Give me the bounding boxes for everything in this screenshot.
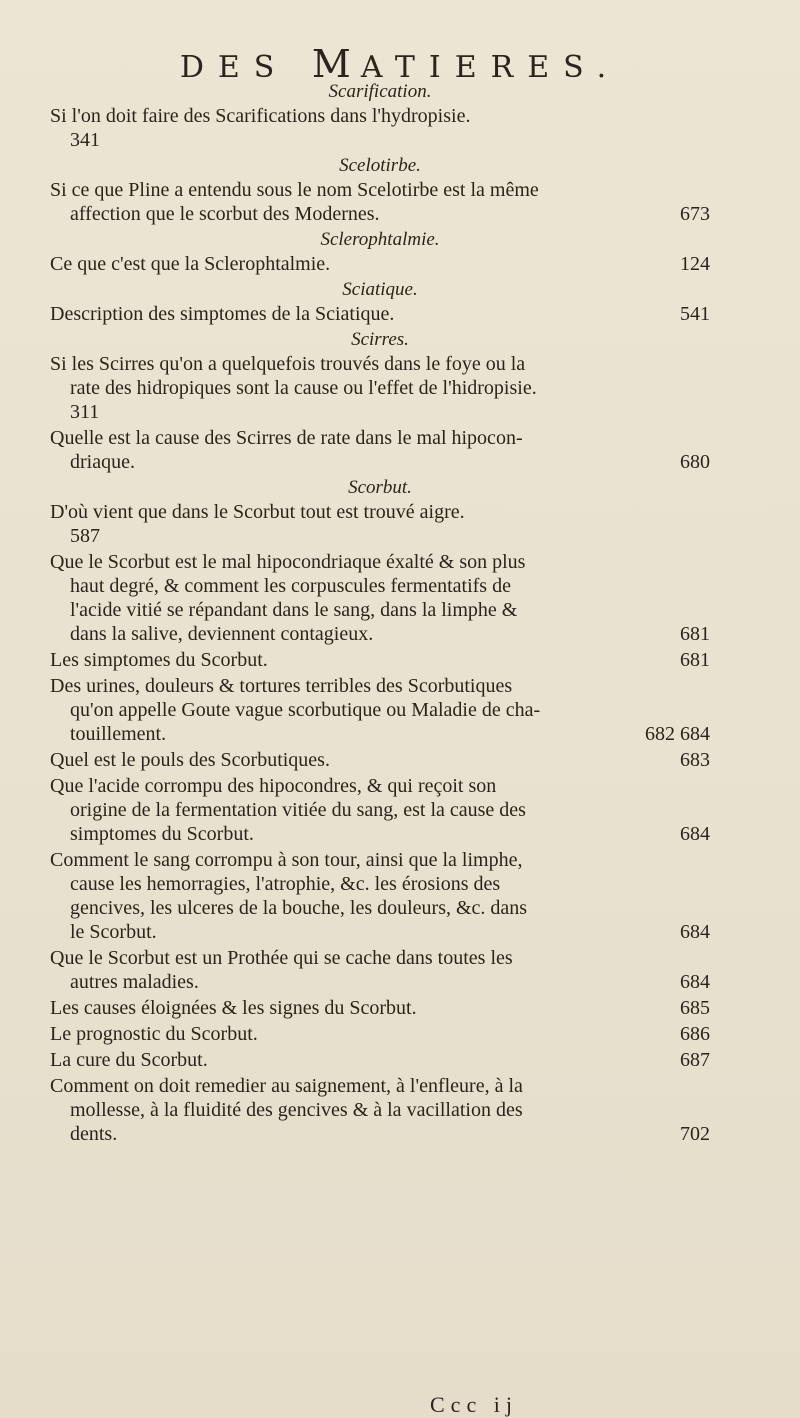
entry-line: Quel est le pouls des Scorbutiques. <box>50 749 330 771</box>
page-number: 687 <box>680 1049 710 1071</box>
entry-line: driaque. <box>70 451 135 473</box>
entry-line: Description des simptomes de la Sciatique. <box>50 303 395 325</box>
index-entry <box>50 674 710 746</box>
entry-line: Si ce que Pline a entendu sous le nom Scelotirbe est la même <box>50 179 539 201</box>
entry-line: Que le Scorbut est un Prothée qui se cache dans toutes les <box>50 947 513 969</box>
entry-line: 341 <box>70 129 100 151</box>
entry-line: Les causes éloignées & les signes du Scorbut. <box>50 997 417 1019</box>
index-entry <box>50 426 710 474</box>
page-number: 680 <box>680 451 710 473</box>
index-entry <box>50 946 710 994</box>
entry-line: 587 <box>70 525 100 547</box>
entry-line: l'acide vitié se répandant dans le sang, dans la limphe & <box>70 599 518 621</box>
index-entry <box>50 104 710 152</box>
header-rest: ATIERES. <box>360 50 621 85</box>
entry-line: Que le Scorbut est le mal hipocondriaque éxalté & son plus <box>50 551 526 573</box>
index-entry <box>50 748 710 772</box>
entry-line: 311 <box>70 401 100 423</box>
index-content <box>50 80 710 1148</box>
page-number: 686 <box>680 1023 710 1045</box>
entry-line: dans la salive, deviennent contagieux. <box>70 623 374 645</box>
entry-line: gencives, les ulceres de la bouche, les douleurs, &c. dans <box>70 897 528 919</box>
entry-line: mollesse, à la fluidité des gencives & à la vacillation des <box>70 1099 523 1121</box>
section-heading: Scorbut. <box>348 477 412 498</box>
index-entry <box>50 500 710 548</box>
entry-line: touillement. <box>70 723 167 745</box>
section-heading: Sclerophtalmie. <box>320 229 440 250</box>
entry-line: Comment on doit remedier au saignement, à l'enfleure, à la <box>50 1075 523 1097</box>
index-entry <box>50 1048 710 1072</box>
entry-line: cause les hemorragies, l'atrophie, &c. les érosions des <box>70 873 501 895</box>
index-entry <box>50 996 710 1020</box>
entry-line: Si les Scirres qu'on a quelquefois trouvés dans le foye ou la <box>50 353 526 375</box>
index-entry <box>50 848 710 944</box>
entry-line: La cure du Scorbut. <box>50 1049 208 1071</box>
page-number: 685 <box>680 997 710 1019</box>
page-number: 682 684 <box>645 723 710 745</box>
section-heading: Sciatique. <box>342 279 418 300</box>
header-cap: M <box>311 42 361 86</box>
page-number: 681 <box>680 623 710 645</box>
entry-line: Si l'on doit faire des Scarifications dans l'hydropisie. <box>50 105 471 127</box>
page-number: 684 <box>680 921 710 943</box>
entry-line: origine de la fermentation vitiée du sang, est la cause des <box>70 799 526 821</box>
page-number: 124 <box>680 253 710 275</box>
index-entry <box>50 774 710 846</box>
index-entry <box>50 648 710 672</box>
page-number: 681 <box>680 649 710 671</box>
entry-line: dents. <box>70 1123 118 1145</box>
entry-line: Ce que c'est que la Sclerophtalmie. <box>50 253 331 275</box>
index-entry <box>50 352 710 424</box>
entry-line: D'où vient que dans le Scorbut tout est trouvé aigre. <box>50 501 465 523</box>
entry-line: Comment le sang corrompu à son tour, ainsi que la limphe, <box>50 849 523 871</box>
index-entry <box>50 1074 710 1146</box>
section-heading: Scarification. <box>328 81 432 102</box>
section-heading: Scelotirbe. <box>339 155 421 176</box>
entry-line: Que l'acide corrompu des hipocondres, & qui reçoit son <box>50 775 497 797</box>
entry-line: Des urines, douleurs & tortures terribles des Scorbutiques <box>50 675 513 697</box>
entry-line: qu'on appelle Goute vague scorbutique ou Maladie de cha- <box>70 699 541 721</box>
index-entry <box>50 178 710 226</box>
entry-line: simptomes du Scorbut. <box>70 823 254 845</box>
page-number: 684 <box>680 823 710 845</box>
signature-mark: Ccc ij <box>430 1392 518 1417</box>
index-entry <box>50 1022 710 1046</box>
entry-line: rate des hidropiques sont la cause ou l'effet de l'hidropisie. <box>70 377 537 399</box>
index-entry <box>50 302 710 326</box>
entry-line: Quelle est la cause des Scirres de rate dans le mal hipocon- <box>50 427 523 449</box>
page-number: 673 <box>680 203 710 225</box>
entry-line: affection que le scorbut des Modernes. <box>70 203 380 225</box>
header-first: DES <box>179 50 289 85</box>
entry-line: autres maladies. <box>70 971 199 993</box>
index-entry <box>50 550 710 646</box>
section-heading: Scirres. <box>351 329 409 350</box>
index-entry <box>50 252 710 276</box>
entry-line: le Scorbut. <box>70 921 157 943</box>
page-number: 683 <box>680 749 710 771</box>
page-number: 684 <box>680 971 710 993</box>
page-number: 541 <box>680 303 710 325</box>
page-number: 702 <box>680 1123 710 1145</box>
entry-line: Le prognostic du Scorbut. <box>50 1023 258 1045</box>
entry-line: haut degré, & comment les corpuscules fermentatifs de <box>70 575 511 597</box>
entry-line: Les simptomes du Scorbut. <box>50 649 268 671</box>
